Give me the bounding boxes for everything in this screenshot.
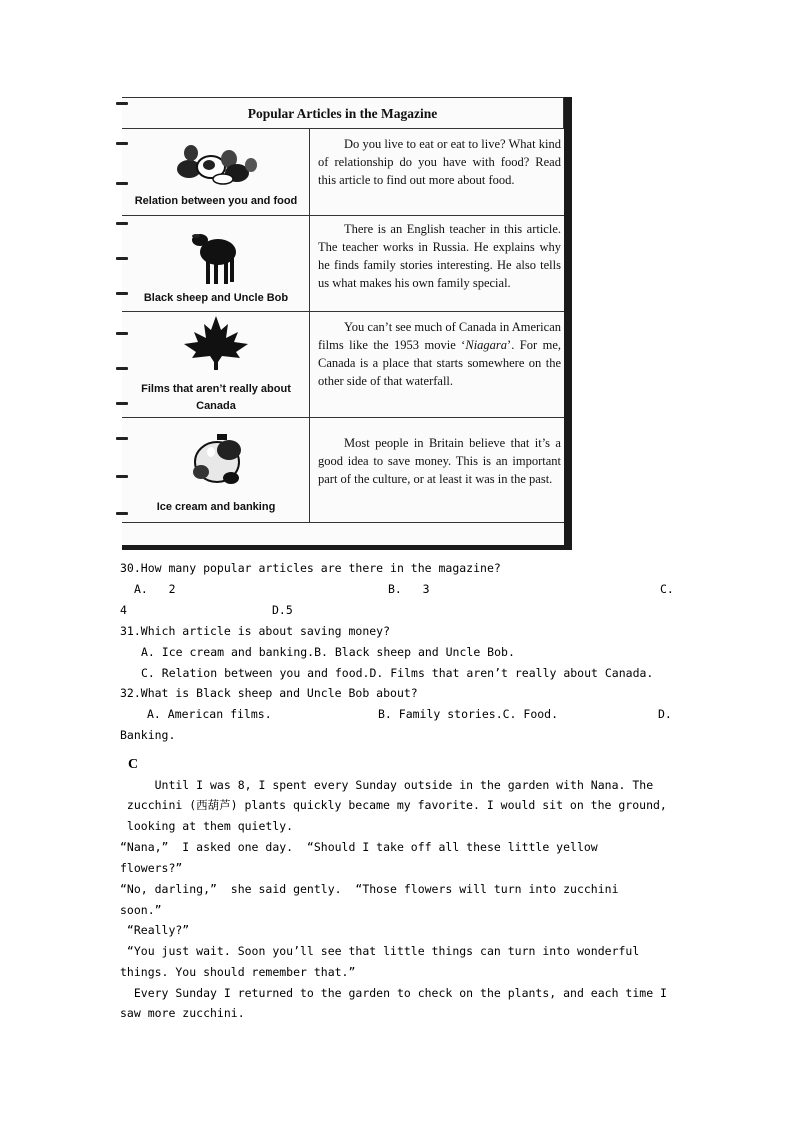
maple-leaf-icon — [122, 314, 310, 375]
question-32-stem: 32.What is Black sheep and Uncle Bob about? — [120, 686, 418, 700]
option-d: D. — [658, 707, 672, 721]
article-title: Black sheep and Uncle Bob — [143, 292, 289, 304]
passage-line: saw more zucchini. — [120, 1006, 245, 1020]
article-description: Most people in Britain believe that it’s a good idea to save money. This is an important part of the culture, or at least it was in the past. — [318, 436, 561, 486]
animals-group-icon — [122, 139, 310, 192]
passage-line: “Really?” — [120, 923, 190, 937]
passage-line: Every Sunday I returned to the garden to check on the plants, and each time I — [120, 986, 667, 1000]
desc-text: ’. For me, Canada is a place that starts somewhere on the other side of that waterfall. — [318, 338, 561, 388]
article-row — [122, 312, 564, 418]
option-a: A. American films. — [147, 707, 272, 721]
option-a: A. 2 — [134, 582, 176, 596]
piggy-bank-icon — [122, 428, 310, 497]
article-title-line: Films that aren’t really about — [141, 383, 291, 395]
options-b-c: B. Family stories.C. Food. — [378, 707, 559, 721]
question-30-stem: 30.How many popular articles are there in the magazine? — [120, 561, 501, 575]
article-row — [122, 418, 564, 523]
magazine-table — [122, 97, 572, 550]
article-title-line: Canada — [196, 400, 236, 412]
black-sheep-icon — [122, 222, 310, 293]
article-description — [318, 318, 561, 390]
passage-line: “You just wait. Soon you’ll see that little things can turn into wonderful — [120, 944, 640, 958]
magazine-heading: Popular Articles in the Magazine — [122, 97, 564, 129]
options-c-d: C. Relation between you and food.D. Films that aren’t really about Canada. — [141, 666, 654, 680]
article-row — [122, 216, 564, 312]
question-31-stem: 31.Which article is about saving money? — [120, 624, 391, 638]
passage-line: flowers?” — [120, 861, 183, 875]
passage-line: “Nana,” I asked one day. “Should I take off all these little yellow — [120, 840, 598, 854]
article-row — [122, 129, 564, 216]
article-description: There is an English teacher in this article. The teacher works in Russia. He explains why he finds family stories interesting. He also tells us what makes his own family special. — [318, 222, 561, 290]
passage-line: Until I was 8, I spent every Sunday outside in the garden with Nana. The — [120, 778, 654, 792]
option-d: D.5 — [272, 603, 293, 617]
passage-line: things. You should remember that.” — [120, 965, 356, 979]
options-a-b: A. Ice cream and banking.B. Black sheep and Uncle Bob. — [141, 645, 515, 659]
article-description: Do you live to eat or eat to live? What kind of relationship do you have with food? Read this article to find out more about food. — [318, 137, 561, 187]
article-title — [122, 381, 310, 415]
desc-text: You can’t see much of Canada in American films like the 1953 movie ‘ — [318, 320, 561, 352]
option-b: B. 3 — [388, 582, 430, 596]
passage-line: soon.” — [120, 903, 162, 917]
passage-line: “No, darling,” she said gently. “Those flowers will turn into zucchini — [120, 882, 619, 896]
article-title: Ice cream and banking — [156, 501, 276, 513]
option-c-value: 4 — [120, 603, 127, 617]
passage-line: looking at them quietly. — [120, 819, 294, 833]
passage-line: zucchini (西葫芦) plants quickly became my favorite. I would sit on the ground, — [120, 798, 667, 812]
movie-title: Niagara — [465, 338, 508, 352]
section-label: C — [128, 757, 139, 772]
option-d-value: Banking. — [120, 728, 176, 742]
article-title: Relation between you and food — [134, 195, 298, 207]
option-c: C. — [660, 582, 674, 596]
